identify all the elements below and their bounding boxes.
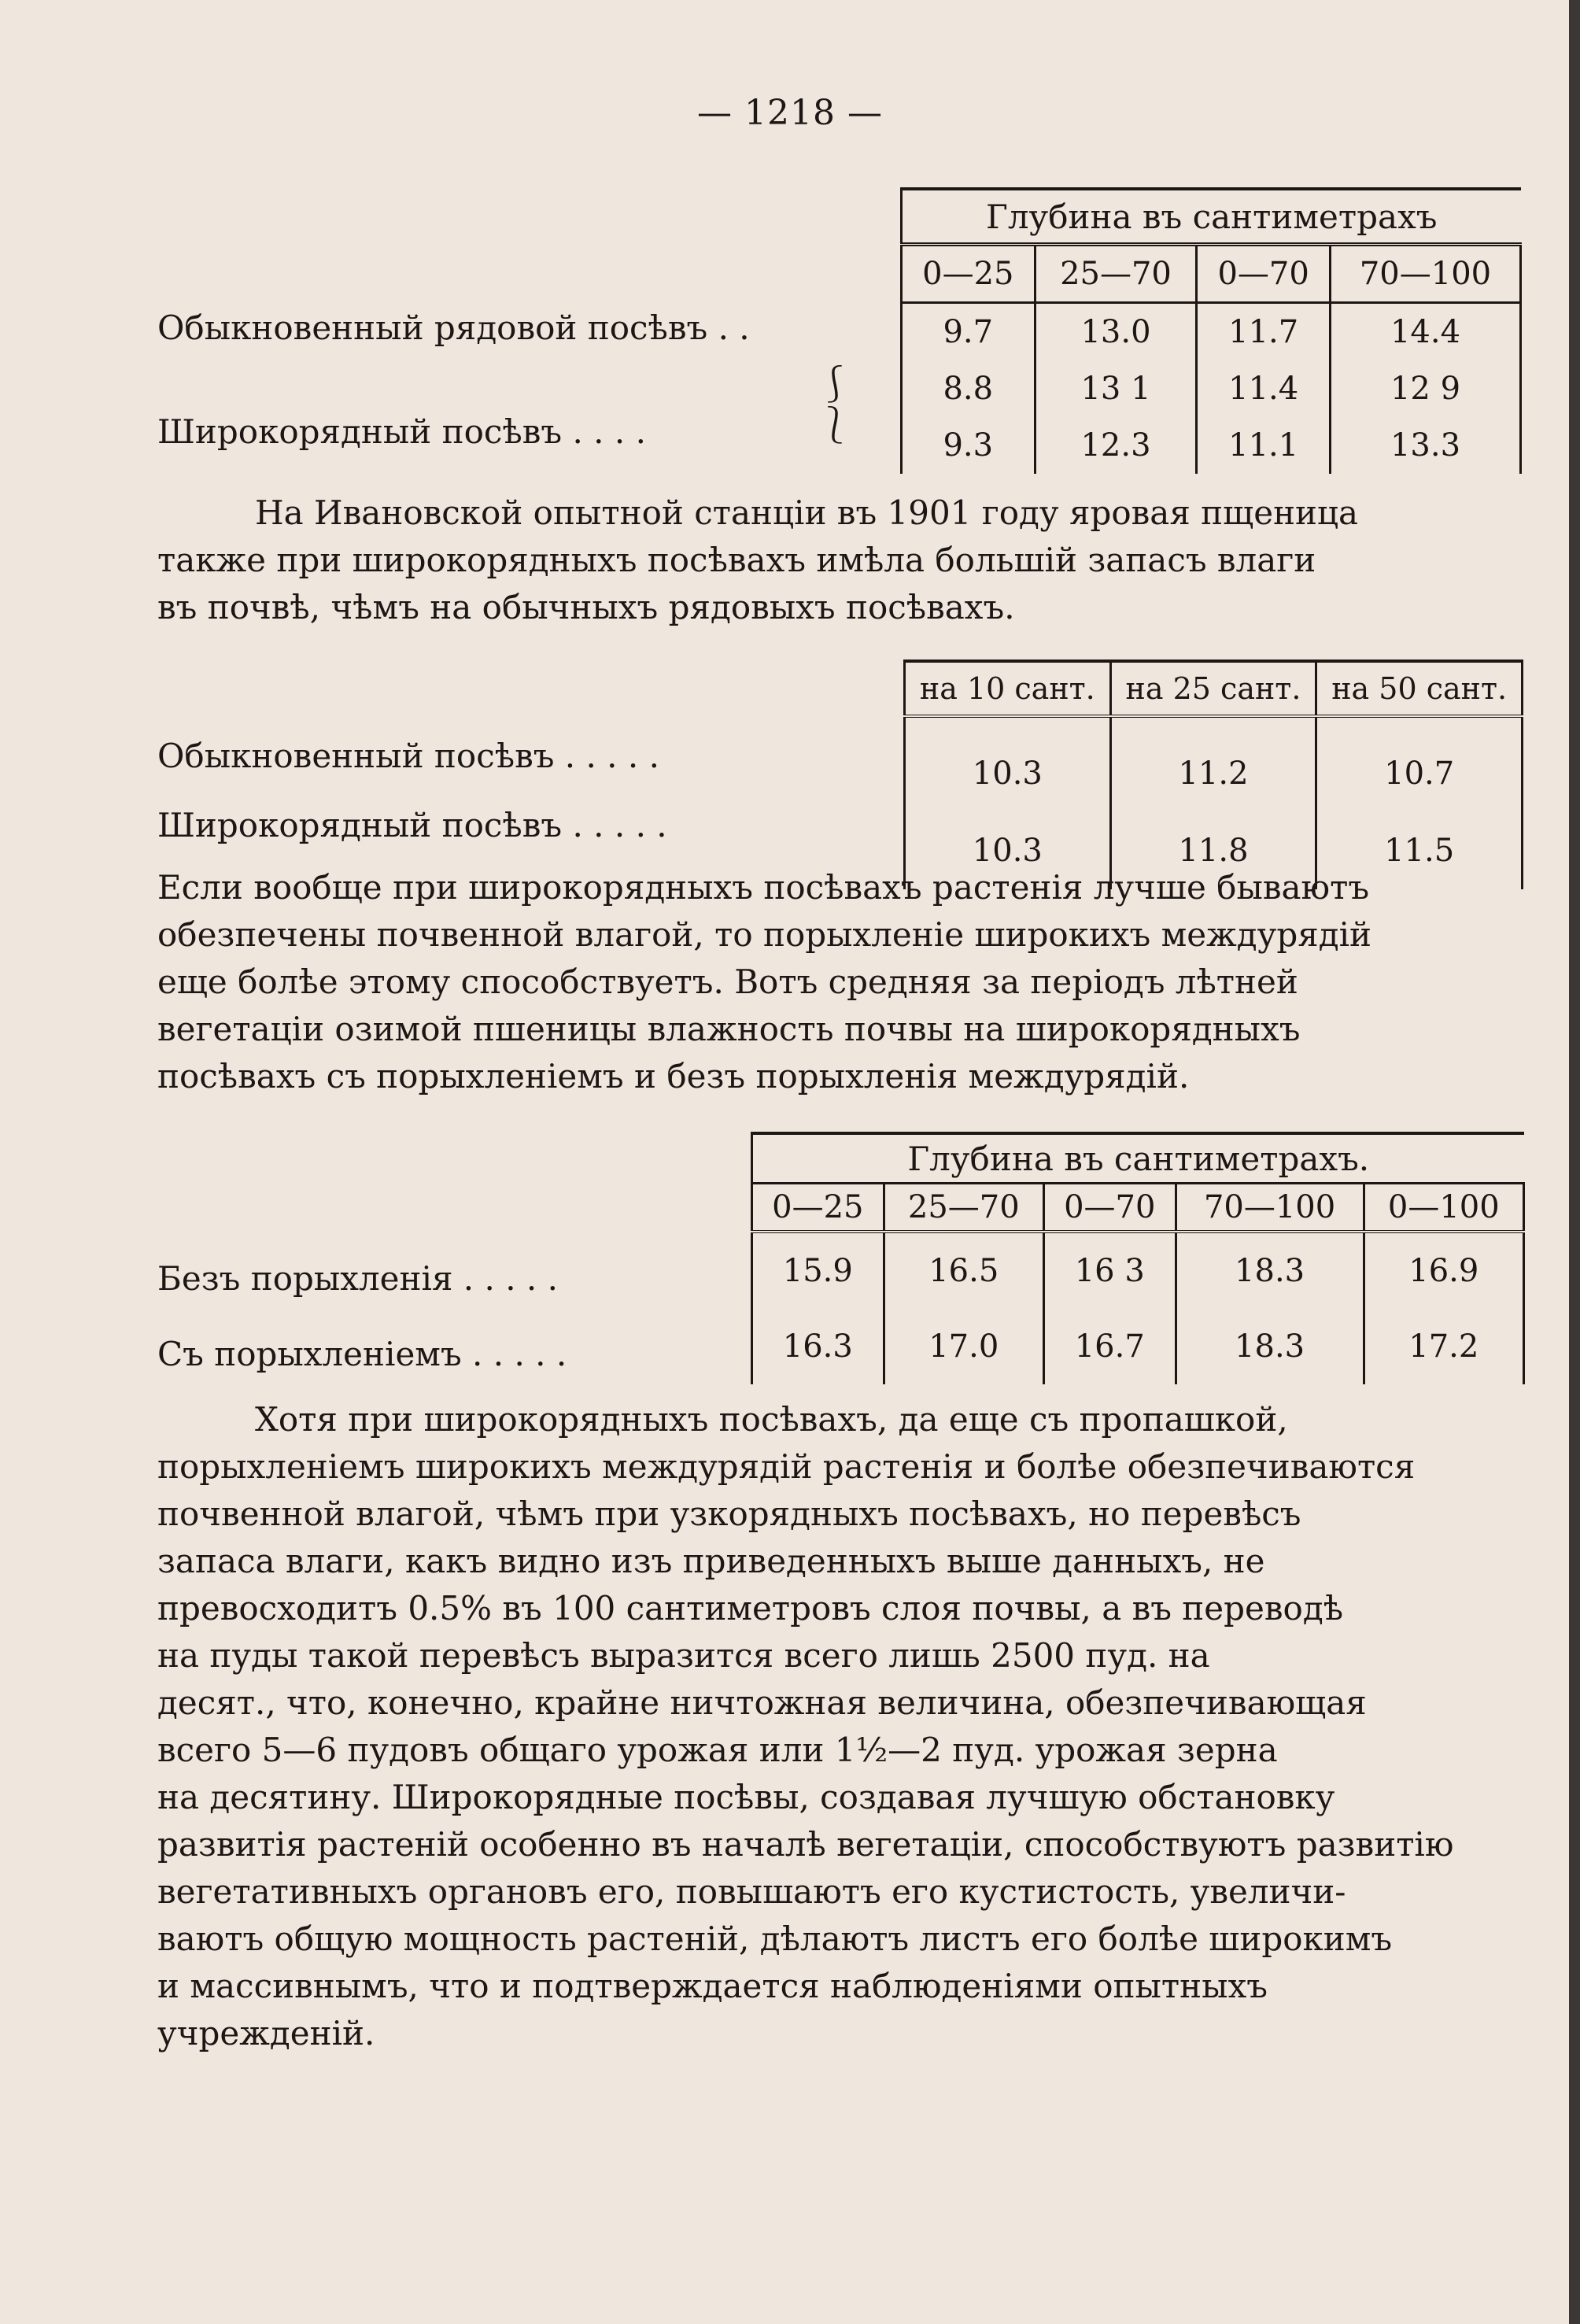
text-line: на десятину. Широкорядные посѣвы, создавая лучшую обстановку xyxy=(157,1778,1335,1816)
t3-cell: 18.3 xyxy=(1176,1232,1364,1309)
t1-cell: 11.1 xyxy=(1197,417,1331,474)
t3-col-2: 25—70 xyxy=(884,1184,1043,1232)
paragraph-1 xyxy=(157,490,1526,631)
t1-cell: 13.0 xyxy=(1035,303,1197,361)
t3-cell: 16.5 xyxy=(884,1232,1043,1309)
text-line: учрежденій. xyxy=(157,2014,375,2052)
paragraph-2 xyxy=(157,864,1526,1100)
t1-cell: 9.3 xyxy=(902,417,1035,474)
brace-mark: ⎰ ⎱ xyxy=(817,363,853,446)
text-line: развитія растеній особенно въ началѣ вегетаціи, способствуютъ развитію xyxy=(157,1825,1454,1864)
t3-cell: 16 3 xyxy=(1043,1232,1176,1309)
t3-col-5: 0—100 xyxy=(1364,1184,1523,1232)
table-depth-2 xyxy=(903,660,1523,889)
text-line: посѣвахъ съ порыхленіемъ и безъ порыхленія междурядій. xyxy=(157,1057,1190,1095)
text-line: почвенной влагой, чѣмъ при узкорядныхъ посѣвахъ, но перевѣсъ xyxy=(157,1495,1301,1533)
text-line: запаса влаги, какъ видно изъ приведенныхъ выше данныхъ, не xyxy=(157,1542,1265,1580)
paragraph-3 xyxy=(157,1396,1526,2057)
table-row xyxy=(752,1309,1524,1384)
table-depth-1 xyxy=(900,187,1522,474)
table-row xyxy=(905,716,1523,812)
t1-cell: 13.3 xyxy=(1330,417,1520,474)
t1-row-label-3: Широкорядный посѣвъ . . . . xyxy=(157,412,646,451)
table-row xyxy=(752,1232,1524,1309)
text-line: превосходитъ 0.5% въ 100 сантиметровъ слоя почвы, а въ переводѣ xyxy=(157,1589,1344,1628)
text-line: ваютъ общую мощность растеній, дѣлаютъ листъ его болѣе широкимъ xyxy=(157,1919,1393,1958)
text-line: Хотя при широкорядныхъ посѣвахъ, да еще съ пропашкой, xyxy=(255,1400,1288,1439)
t3-col-4: 70—100 xyxy=(1176,1184,1364,1232)
table-row xyxy=(902,360,1521,417)
t3-row-label-2: Съ порыхленіемъ . . . . . xyxy=(157,1335,567,1373)
t3-cell: 17.0 xyxy=(884,1309,1043,1384)
t3-cell: 15.9 xyxy=(752,1232,884,1309)
t1-cell: 8.8 xyxy=(902,360,1035,417)
text-line: десят., что, конечно, крайне ничтожная величина, обезпечивающая xyxy=(157,1683,1367,1722)
t1-header: Глубина въ сантиметрахъ xyxy=(902,189,1521,245)
text-line: обезпечены почвенной влагой, то порыхленіе широкихъ междурядій xyxy=(157,915,1372,954)
t2-col-1: на 10 сант. xyxy=(905,661,1111,716)
t3-cell: 18.3 xyxy=(1176,1309,1364,1384)
text-line: вегетаціи озимой пшеницы влажность почвы на широкорядныхъ xyxy=(157,1010,1301,1048)
t2-col-2: на 25 сант. xyxy=(1110,661,1316,716)
t1-cell: 12 9 xyxy=(1330,360,1520,417)
text-line: въ почвѣ, чѣмъ на обычныхъ рядовыхъ посѣвахъ. xyxy=(157,588,1015,626)
t3-header: Глубина въ сантиметрахъ. xyxy=(752,1133,1524,1184)
t2-cell: 10.3 xyxy=(905,716,1111,812)
text-line: на пуды такой перевѣсъ выразится всего лишь 2500 пуд. на xyxy=(157,1636,1210,1675)
t3-col-1: 0—25 xyxy=(752,1184,884,1232)
t3-row-label-1: Безъ порыхленія . . . . . xyxy=(157,1259,558,1298)
t2-row-label-2: Широкорядный посѣвъ . . . . . xyxy=(157,806,667,844)
text-line: также при широкорядныхъ посѣвахъ имѣла большій запасъ влаги xyxy=(157,541,1316,579)
text-line: еще болѣе этому способствуетъ. Вотъ средняя за періодъ лѣтней xyxy=(157,962,1298,1001)
t1-row-label-1: Обыкновенный рядовой посѣвъ . . xyxy=(157,309,750,347)
text-line: порыхленіемъ широкихъ междурядій растенія и болѣе обезпечиваются xyxy=(157,1447,1416,1486)
table-row xyxy=(902,303,1521,361)
text-line: вегетативныхъ органовъ его, повышаютъ его кустистость, увеличи- xyxy=(157,1872,1346,1911)
t1-cell: 14.4 xyxy=(1330,303,1520,361)
t2-cell: 10.3 xyxy=(905,812,1111,889)
t2-cell: 11.8 xyxy=(1110,812,1316,889)
t2-row-label-1: Обыкновенный посѣвъ . . . . . xyxy=(157,737,659,775)
t3-cell: 17.2 xyxy=(1364,1309,1523,1384)
t2-col-3: на 50 сант. xyxy=(1316,661,1523,716)
t1-col-1: 0—25 xyxy=(902,245,1035,303)
text-line: На Ивановской опытной станціи въ 1901 году яровая пщеница xyxy=(255,493,1359,532)
text-line: всего 5—6 пудовъ общаго урожая или 1½—2 пуд. урожая зерна xyxy=(157,1731,1278,1769)
t1-cell: 9.7 xyxy=(902,303,1035,361)
t1-cell: 12.3 xyxy=(1035,417,1197,474)
t1-cell: 13 1 xyxy=(1035,360,1197,417)
t1-col-3: 0—70 xyxy=(1197,245,1331,303)
table-row xyxy=(902,417,1521,474)
t1-cell: 11.7 xyxy=(1197,303,1331,361)
t3-cell: 16.9 xyxy=(1364,1232,1523,1309)
t2-cell: 11.5 xyxy=(1316,812,1523,889)
t1-cell: 11.4 xyxy=(1197,360,1331,417)
page-edge xyxy=(1569,0,1580,2324)
page-number: — 1218 — xyxy=(697,93,883,133)
t1-col-2: 25—70 xyxy=(1035,245,1197,303)
t3-cell: 16.7 xyxy=(1043,1309,1176,1384)
text-line: и массивнымъ, что и подтверждается наблюденіями опытныхъ xyxy=(157,1967,1268,2005)
t2-cell: 10.7 xyxy=(1316,716,1523,812)
t3-col-3: 0—70 xyxy=(1043,1184,1176,1232)
text-line: Если вообще при широкорядныхъ посѣвахъ растенія лучше бываютъ xyxy=(157,868,1370,907)
t2-cell: 11.2 xyxy=(1110,716,1316,812)
t1-col-4: 70—100 xyxy=(1330,245,1520,303)
table-depth-3 xyxy=(751,1132,1525,1384)
t3-cell: 16.3 xyxy=(752,1309,884,1384)
